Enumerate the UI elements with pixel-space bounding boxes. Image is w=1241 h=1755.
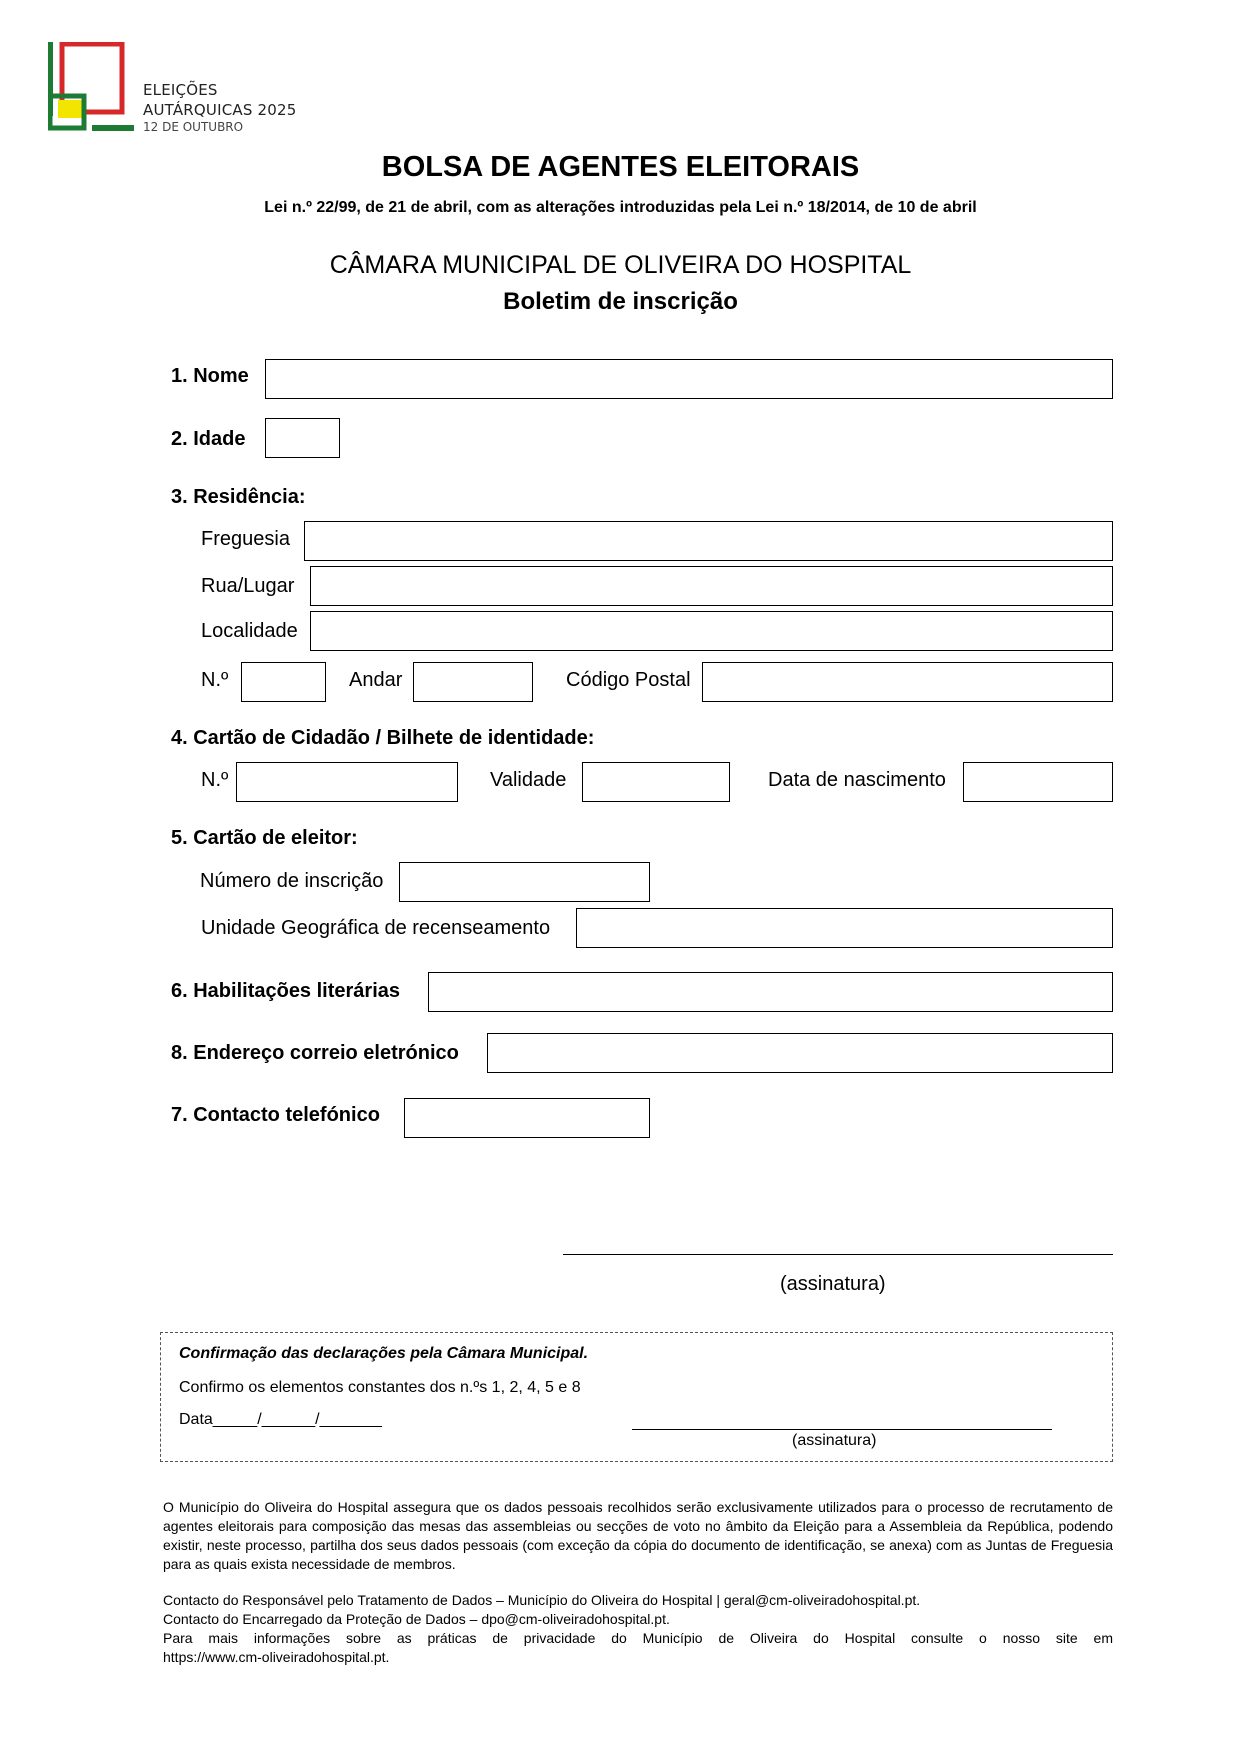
telefone-label: 7. Contacto telefónico [171,1104,380,1126]
municipality-name: CÂMARA MUNICIPAL DE OLIVEIRA DO HOSPITAL [329,251,912,279]
numero-inscricao-label: Número de inscrição [200,870,384,892]
form-title: Boletim de inscrição [503,288,738,315]
law-reference: Lei n.º 22/99, de 21 de abril, com as alterações introduzidas pela Lei n.º 18/2014, de 10 de abril [264,199,977,216]
email-field[interactable] [487,1033,1113,1073]
cc-numero-field[interactable] [236,762,458,802]
confirmation-signature-label: (assinatura) [792,1432,877,1449]
nome-field[interactable] [265,359,1113,399]
contact-responsible: Contacto do Responsável pelo Tratamento de Dados – Município do Oliveira do Hospital | geral@cm-oliveiradohospital.pt. [163,1592,921,1608]
habilitacoes-field[interactable] [428,972,1113,1012]
andar-label: Andar [349,669,403,691]
confirmation-box [160,1332,1113,1462]
logo-line1: ELEIÇÕES [143,81,218,99]
nome-label: 1. Nome [171,365,249,387]
website-link[interactable]: https://www.cm-oliveiradohospital.pt. [163,1649,390,1665]
cc-numero-label: N.º [201,769,229,791]
unidade-geografica-label: Unidade Geográfica de recenseamento [201,917,551,939]
confirmation-text: Confirmo os elementos constantes dos n.ºs 1, 2, 4, 5 e 8 [179,1379,581,1396]
signature-label: (assinatura) [780,1273,886,1295]
unidade-geografica-field[interactable] [576,908,1113,948]
privacy-notice: O Município do Oliveira do Hospital assegura que os dados pessoais recolhidos serão exclusivamente utilizados para o processo de recrutamento de agentes eleitorais para composição das mesas das assembleias ou secções de voto no âmbito da Eleição para a Assembleia da República, podendo existir, neste processo, partilha dos seus dados pessoais (com exceção da cópia do documento de identificação, se anexa) com as Juntas de Freguesia para as quais exista necessidade de membros. [163,1499,1113,1572]
privacy-contacts [163,1591,1113,1667]
residencia-heading: 3. Residência: [171,486,306,508]
codigo-postal-field[interactable] [702,662,1113,702]
confirmation-signature-line [632,1429,1052,1430]
logo-line2: AUTÁRQUICAS 2025 [143,101,297,119]
logo-text [143,80,297,134]
cartao-cidadao-heading: 4. Cartão de Cidadão / Bilhete de identidade: [171,727,595,749]
more-info-text: Para mais informações sobre as práticas de privacidade do Município de Oliveira do Hospital consulte o nosso site em [163,1630,1113,1646]
rua-label: Rua/Lugar [201,575,295,597]
data-nascimento-label: Data de nascimento [768,769,946,791]
contact-dpo: Contacto do Encarregado da Proteção de Dados – dpo@cm-oliveiradohospital.pt. [163,1611,670,1627]
idade-field[interactable] [265,418,340,458]
signature-line[interactable] [563,1254,1113,1255]
freguesia-label: Freguesia [201,528,290,550]
email-label: 8. Endereço correio eletrónico [171,1042,459,1064]
elections-logo-icon [48,42,134,138]
codigo-postal-label: Código Postal [566,669,691,691]
validade-field[interactable] [582,762,730,802]
numero-inscricao-field[interactable] [399,862,650,902]
andar-field[interactable] [413,662,533,702]
numero-porta-label: N.º [201,669,229,691]
telefone-field[interactable] [404,1098,650,1138]
idade-label: 2. Idade [171,428,246,450]
confirmation-title: Confirmação das declarações pela Câmara Municipal. [179,1345,589,1362]
logo-line3: 12 DE OUTUBRO [143,120,244,134]
data-nascimento-field[interactable] [963,762,1113,802]
localidade-label: Localidade [201,620,298,642]
localidade-field[interactable] [310,611,1113,651]
freguesia-field[interactable] [304,521,1113,561]
cartao-eleitor-heading: 5. Cartão de eleitor: [171,827,358,849]
validade-label: Validade [490,769,567,791]
confirmation-date: Data_____/______/_______ [179,1411,382,1428]
numero-porta-field[interactable] [241,662,326,702]
page-title: BOLSA DE AGENTES ELEITORAIS [381,151,860,183]
rua-field[interactable] [310,566,1113,606]
habilitacoes-label: 6. Habilitações literárias [171,980,401,1002]
